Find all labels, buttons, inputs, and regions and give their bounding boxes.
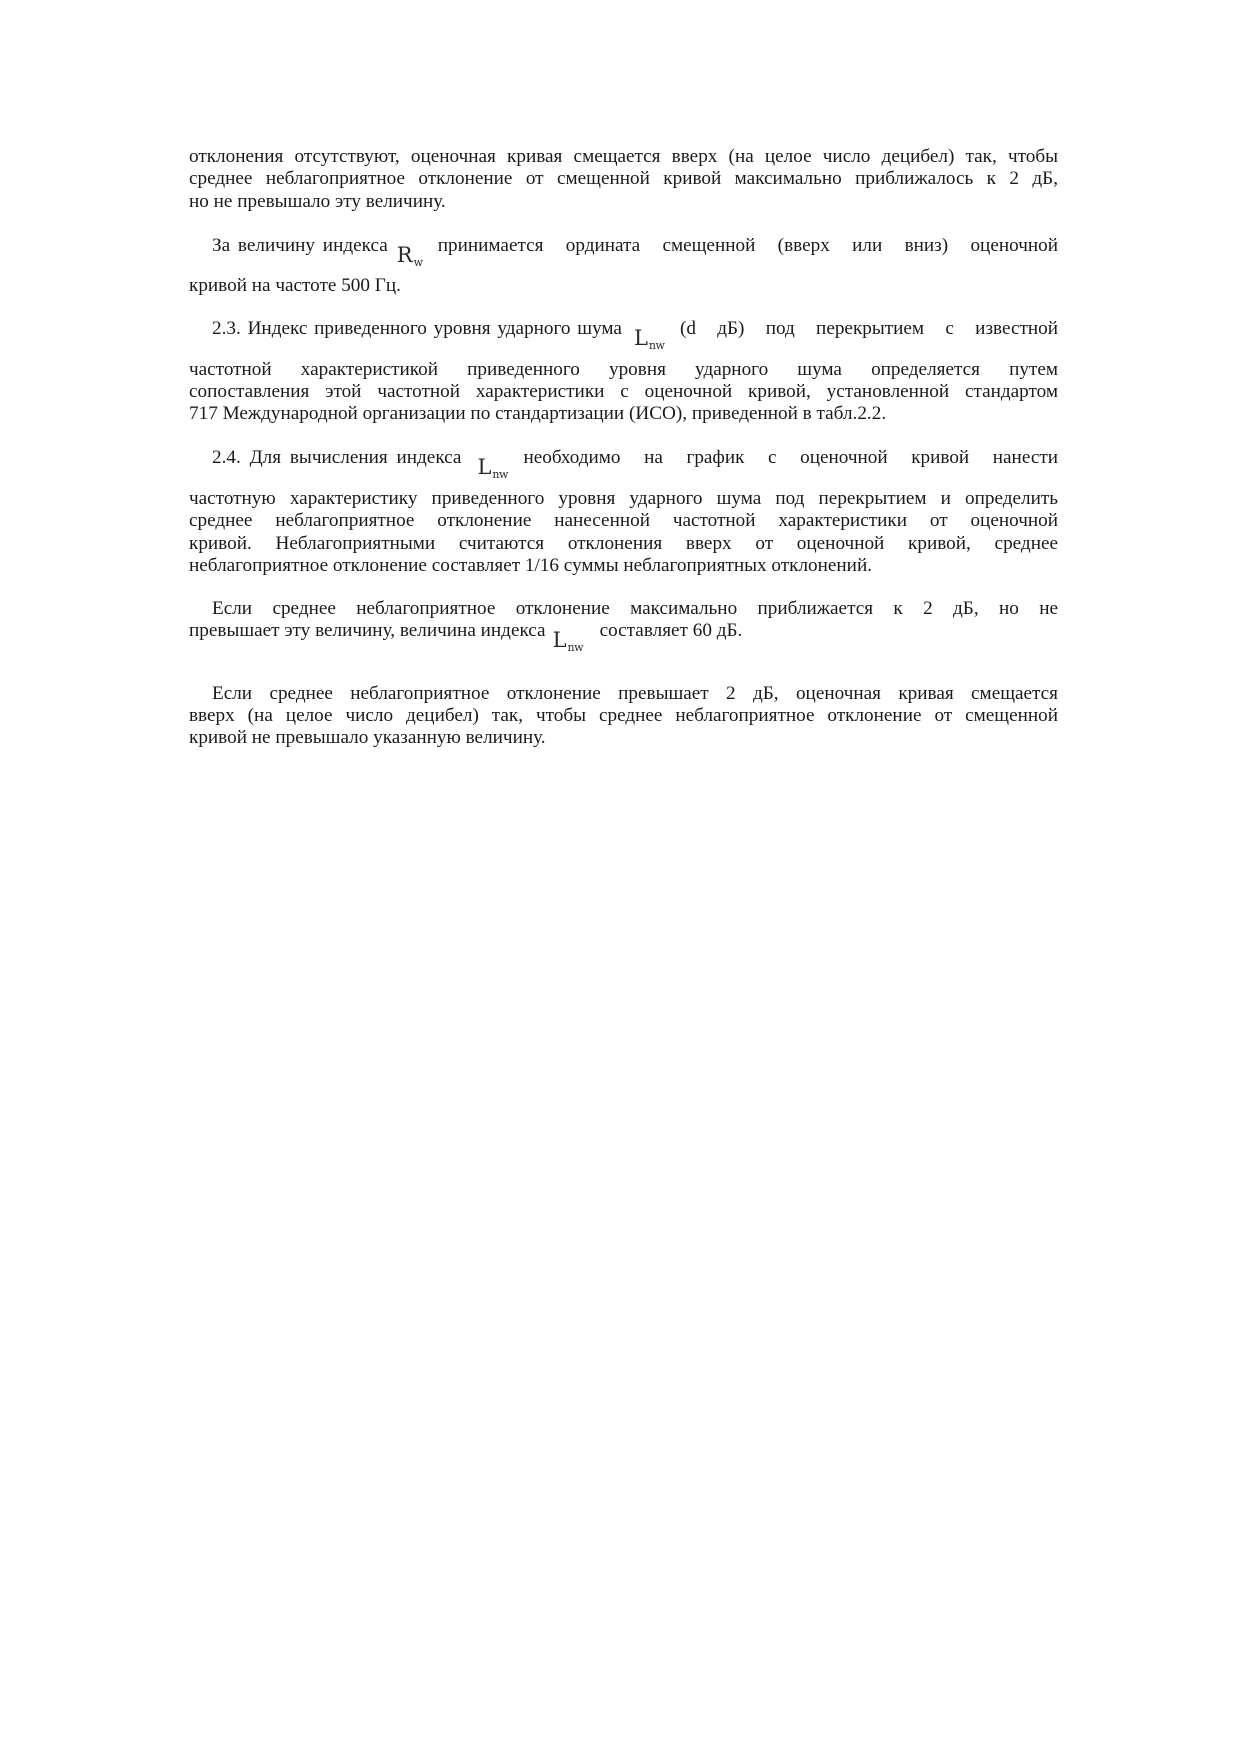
formula-line (189, 318, 1058, 353)
text-fragment: (d дБ) под перекрытием с известной (679, 318, 1058, 340)
formula-symbol: $L_{nw}$ (552, 628, 584, 655)
text-line: кривой не превышало указанную величину. (189, 727, 546, 749)
text-line: вверх (на целое число децибел) так, чтобы среднее неблагоприятное отклонение от смещенной (189, 705, 1058, 727)
formula-line (189, 620, 1058, 655)
text-fragment: 2.4. Для вычисления индекса (212, 446, 462, 468)
text-line: частотную характеристику приведенного уровня ударного шума под перекрытием и определить (189, 487, 1058, 509)
paragraph-1 (189, 146, 1058, 213)
text-fragment: составляет 60 дБ. (599, 620, 743, 642)
text-fragment: превышает эту величину, величина индекса (189, 620, 546, 642)
text-line: неблагоприятное отклонение составляет 1/16 суммы неблагоприятных отклонений. (189, 554, 873, 576)
text-line: сопоставления этой частотной характеристики с оценочной кривой, установленной стандартом (189, 381, 1058, 403)
paragraph-4 (189, 447, 1058, 577)
paragraph-6 (189, 683, 1058, 750)
text-line: кривой. Неблагоприятными считаются отклонения вверх от оценочной кривой, среднее (189, 532, 1058, 554)
paragraph-3 (189, 318, 1058, 425)
text-line: отклонения отсутствуют, оценочная кривая смещается вверх (на целое число децибел) так, чтобы (189, 146, 1058, 167)
paragraph-2 (189, 235, 1058, 298)
formula-symbol: $L_{nw}$ (477, 454, 508, 481)
text-line: среднее неблагоприятное отклонение нанесенной частотной характеристики от оценочной (189, 510, 1058, 532)
text-line: 717 Международной организации по стандартизации (ИСО), приведенной в табл.2.2. (189, 403, 887, 425)
text-line: но не превышало эту величину. (189, 190, 446, 212)
text-line: частотной характеристикой приведенного уровня ударного шума определяется путем (189, 358, 1058, 380)
document-page (189, 146, 1058, 750)
formula-line (189, 446, 1058, 481)
formula-symbol: $R_w$ (396, 242, 423, 269)
formula-symbol: $L_{nw}$ (633, 326, 665, 353)
text-fragment: 2.3. Индекс приведенного уровня ударного шума (212, 318, 622, 340)
text-line: кривой на частоте 500 Гц. (189, 275, 401, 297)
paragraph-5 (189, 598, 1058, 655)
text-line: среднее неблагоприятное отклонение от смещенной кривой максимально приближалось к 2 дБ, (189, 168, 1058, 190)
text-fragment: принимается ордината смещенной (вверх или вниз) оценочной (437, 234, 1058, 256)
text-fragment: За величину индекса (212, 234, 388, 256)
formula-line (189, 234, 1058, 269)
text-line: Если среднее неблагоприятное отклонение превышает 2 дБ, оценочная кривая смещается (212, 682, 1058, 704)
text-fragment: необходимо на график с оценочной кривой нанести (523, 446, 1058, 468)
text-line: Если среднее неблагоприятное отклонение максимально приближается к 2 дБ, но не (212, 598, 1058, 620)
